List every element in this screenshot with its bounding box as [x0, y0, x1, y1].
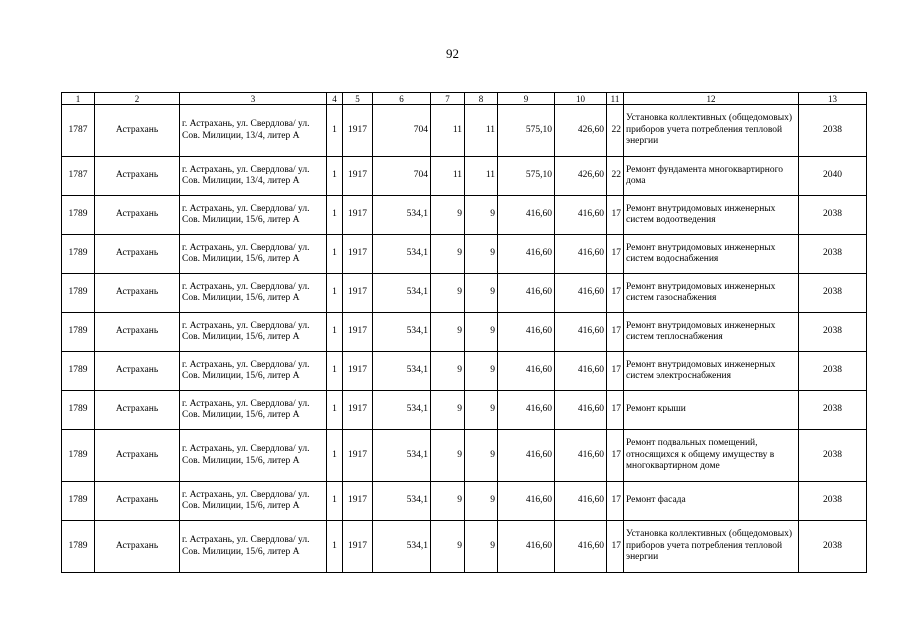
col5-cell: 1917 — [343, 391, 373, 430]
column-number: 12 — [624, 93, 799, 105]
table-row — [62, 274, 867, 313]
column-number: 11 — [607, 93, 624, 105]
year-cell: 2038 — [799, 313, 867, 352]
column-number: 7 — [431, 93, 465, 105]
col5-cell: 1917 — [343, 274, 373, 313]
object-id-cell: 1789 — [62, 313, 95, 352]
work-type-cell: Ремонт внутридомовых инженерных систем электроснабжения — [624, 352, 799, 391]
table-row — [62, 391, 867, 430]
column-number: 9 — [498, 93, 555, 105]
col5-cell: 1917 — [343, 482, 373, 521]
col4-cell: 1 — [327, 105, 343, 157]
col9-cell: 416,60 — [498, 313, 555, 352]
col5-cell: 1917 — [343, 157, 373, 196]
work-type-cell: Ремонт подвальных помещений, относящихся к общему имуществу в многоквартирном доме — [624, 430, 799, 482]
object-id-cell: 1789 — [62, 196, 95, 235]
table-row — [62, 235, 867, 274]
column-number: 6 — [373, 93, 431, 105]
col4-cell: 1 — [327, 521, 343, 573]
col8-cell: 9 — [465, 313, 498, 352]
year-cell: 2038 — [799, 235, 867, 274]
address-cell: г. Астрахань, ул. Свердлова/ ул. Сов. Милиции, 15/6, литер А — [180, 196, 327, 235]
col9-cell: 416,60 — [498, 196, 555, 235]
work-type-cell: Установка коллективных (общедомовых) приборов учета потребления тепловой энергии — [624, 105, 799, 157]
work-type-cell: Установка коллективных (общедомовых) приборов учета потребления тепловой энергии — [624, 521, 799, 573]
col9-cell: 575,10 — [498, 157, 555, 196]
col9-cell: 416,60 — [498, 482, 555, 521]
col5-cell: 1917 — [343, 352, 373, 391]
col5-cell: 1917 — [343, 235, 373, 274]
col10-cell: 416,60 — [555, 352, 607, 391]
col10-cell: 416,60 — [555, 482, 607, 521]
city-cell: Астрахань — [95, 157, 180, 196]
col8-cell: 9 — [465, 235, 498, 274]
object-id-cell: 1789 — [62, 391, 95, 430]
col10-cell: 416,60 — [555, 274, 607, 313]
object-id-cell: 1789 — [62, 274, 95, 313]
col6-cell: 534,1 — [373, 352, 431, 391]
col7-cell: 9 — [431, 235, 465, 274]
year-cell: 2040 — [799, 157, 867, 196]
table-row — [62, 352, 867, 391]
col6-cell: 534,1 — [373, 391, 431, 430]
column-number: 3 — [180, 93, 327, 105]
table-row — [62, 482, 867, 521]
column-number: 13 — [799, 93, 867, 105]
col5-cell: 1917 — [343, 105, 373, 157]
col8-cell: 9 — [465, 391, 498, 430]
col10-cell: 416,60 — [555, 235, 607, 274]
col11-cell: 17 — [607, 391, 624, 430]
col5-cell: 1917 — [343, 521, 373, 573]
col9-cell: 575,10 — [498, 105, 555, 157]
year-cell: 2038 — [799, 352, 867, 391]
col10-cell: 426,60 — [555, 157, 607, 196]
city-cell: Астрахань — [95, 391, 180, 430]
table-row — [62, 430, 867, 482]
col4-cell: 1 — [327, 196, 343, 235]
col8-cell: 9 — [465, 352, 498, 391]
city-cell: Астрахань — [95, 105, 180, 157]
col9-cell: 416,60 — [498, 430, 555, 482]
col4-cell: 1 — [327, 274, 343, 313]
col7-cell: 9 — [431, 482, 465, 521]
col4-cell: 1 — [327, 313, 343, 352]
col4-cell: 1 — [327, 391, 343, 430]
address-cell: г. Астрахань, ул. Свердлова/ ул. Сов. Милиции, 15/6, литер А — [180, 235, 327, 274]
work-type-cell: Ремонт внутридомовых инженерных систем теплоснабжения — [624, 313, 799, 352]
table-row — [62, 157, 867, 196]
year-cell: 2038 — [799, 274, 867, 313]
address-cell: г. Астрахань, ул. Свердлова/ ул. Сов. Милиции, 15/6, литер А — [180, 430, 327, 482]
table-row — [62, 105, 867, 157]
city-cell: Астрахань — [95, 482, 180, 521]
column-number: 5 — [343, 93, 373, 105]
col11-cell: 17 — [607, 196, 624, 235]
col7-cell: 9 — [431, 313, 465, 352]
work-type-cell: Ремонт фундамента многоквартирного дома — [624, 157, 799, 196]
address-cell: г. Астрахань, ул. Свердлова/ ул. Сов. Милиции, 15/6, литер А — [180, 521, 327, 573]
col8-cell: 11 — [465, 105, 498, 157]
work-type-cell: Ремонт внутридомовых инженерных систем газоснабжения — [624, 274, 799, 313]
column-number: 8 — [465, 93, 498, 105]
city-cell: Астрахань — [95, 430, 180, 482]
object-id-cell: 1789 — [62, 430, 95, 482]
col11-cell: 17 — [607, 352, 624, 391]
col6-cell: 534,1 — [373, 196, 431, 235]
col10-cell: 416,60 — [555, 430, 607, 482]
col7-cell: 9 — [431, 430, 465, 482]
col4-cell: 1 — [327, 430, 343, 482]
col11-cell: 17 — [607, 430, 624, 482]
col8-cell: 9 — [465, 274, 498, 313]
col6-cell: 534,1 — [373, 521, 431, 573]
col6-cell: 534,1 — [373, 430, 431, 482]
city-cell: Астрахань — [95, 196, 180, 235]
column-number: 10 — [555, 93, 607, 105]
col10-cell: 416,60 — [555, 313, 607, 352]
object-id-cell: 1789 — [62, 521, 95, 573]
address-cell: г. Астрахань, ул. Свердлова/ ул. Сов. Милиции, 13/4, литер А — [180, 157, 327, 196]
col11-cell: 17 — [607, 235, 624, 274]
col11-cell: 22 — [607, 157, 624, 196]
col4-cell: 1 — [327, 235, 343, 274]
year-cell: 2038 — [799, 482, 867, 521]
col11-cell: 17 — [607, 521, 624, 573]
work-type-cell: Ремонт внутридомовых инженерных систем водоотведения — [624, 196, 799, 235]
city-cell: Астрахань — [95, 235, 180, 274]
object-id-cell: 1789 — [62, 482, 95, 521]
col6-cell: 534,1 — [373, 274, 431, 313]
col6-cell: 534,1 — [373, 313, 431, 352]
city-cell: Астрахань — [95, 274, 180, 313]
object-id-cell: 1789 — [62, 235, 95, 274]
col6-cell: 704 — [373, 157, 431, 196]
address-cell: г. Астрахань, ул. Свердлова/ ул. Сов. Милиции, 15/6, литер А — [180, 391, 327, 430]
col6-cell: 704 — [373, 105, 431, 157]
work-type-cell: Ремонт фасада — [624, 482, 799, 521]
column-number: 4 — [327, 93, 343, 105]
col7-cell: 11 — [431, 157, 465, 196]
table-row — [62, 521, 867, 573]
page-number: 92 — [446, 46, 459, 61]
col5-cell: 1917 — [343, 196, 373, 235]
col10-cell: 426,60 — [555, 105, 607, 157]
col4-cell: 1 — [327, 482, 343, 521]
col11-cell: 17 — [607, 482, 624, 521]
col7-cell: 11 — [431, 105, 465, 157]
column-number: 1 — [62, 93, 95, 105]
col7-cell: 9 — [431, 196, 465, 235]
col10-cell: 416,60 — [555, 521, 607, 573]
col8-cell: 9 — [465, 430, 498, 482]
city-cell: Астрахань — [95, 352, 180, 391]
col4-cell: 1 — [327, 157, 343, 196]
work-type-cell: Ремонт крыши — [624, 391, 799, 430]
col4-cell: 1 — [327, 352, 343, 391]
column-number-row — [62, 93, 867, 105]
col9-cell: 416,60 — [498, 274, 555, 313]
year-cell: 2038 — [799, 105, 867, 157]
col5-cell: 1917 — [343, 313, 373, 352]
year-cell: 2038 — [799, 430, 867, 482]
table-row — [62, 313, 867, 352]
object-id-cell: 1787 — [62, 157, 95, 196]
object-id-cell: 1789 — [62, 352, 95, 391]
col8-cell: 9 — [465, 482, 498, 521]
col8-cell: 9 — [465, 196, 498, 235]
capital-repair-table — [61, 92, 867, 573]
table-row — [62, 196, 867, 235]
year-cell: 2038 — [799, 521, 867, 573]
col5-cell: 1917 — [343, 430, 373, 482]
work-type-cell: Ремонт внутридомовых инженерных систем водоснабжения — [624, 235, 799, 274]
address-cell: г. Астрахань, ул. Свердлова/ ул. Сов. Милиции, 15/6, литер А — [180, 352, 327, 391]
year-cell: 2038 — [799, 196, 867, 235]
col6-cell: 534,1 — [373, 235, 431, 274]
col7-cell: 9 — [431, 352, 465, 391]
col11-cell: 17 — [607, 313, 624, 352]
col9-cell: 416,60 — [498, 391, 555, 430]
col6-cell: 534,1 — [373, 482, 431, 521]
object-id-cell: 1787 — [62, 105, 95, 157]
col11-cell: 22 — [607, 105, 624, 157]
column-number: 2 — [95, 93, 180, 105]
col9-cell: 416,60 — [498, 521, 555, 573]
address-cell: г. Астрахань, ул. Свердлова/ ул. Сов. Милиции, 13/4, литер А — [180, 105, 327, 157]
city-cell: Астрахань — [95, 521, 180, 573]
col7-cell: 9 — [431, 521, 465, 573]
col7-cell: 9 — [431, 391, 465, 430]
address-cell: г. Астрахань, ул. Свердлова/ ул. Сов. Милиции, 15/6, литер А — [180, 274, 327, 313]
col9-cell: 416,60 — [498, 352, 555, 391]
col11-cell: 17 — [607, 274, 624, 313]
col9-cell: 416,60 — [498, 235, 555, 274]
col8-cell: 11 — [465, 157, 498, 196]
address-cell: г. Астрахань, ул. Свердлова/ ул. Сов. Милиции, 15/6, литер А — [180, 482, 327, 521]
col10-cell: 416,60 — [555, 391, 607, 430]
col10-cell: 416,60 — [555, 196, 607, 235]
address-cell: г. Астрахань, ул. Свердлова/ ул. Сов. Милиции, 15/6, литер А — [180, 313, 327, 352]
col7-cell: 9 — [431, 274, 465, 313]
city-cell: Астрахань — [95, 313, 180, 352]
col8-cell: 9 — [465, 521, 498, 573]
year-cell: 2038 — [799, 391, 867, 430]
